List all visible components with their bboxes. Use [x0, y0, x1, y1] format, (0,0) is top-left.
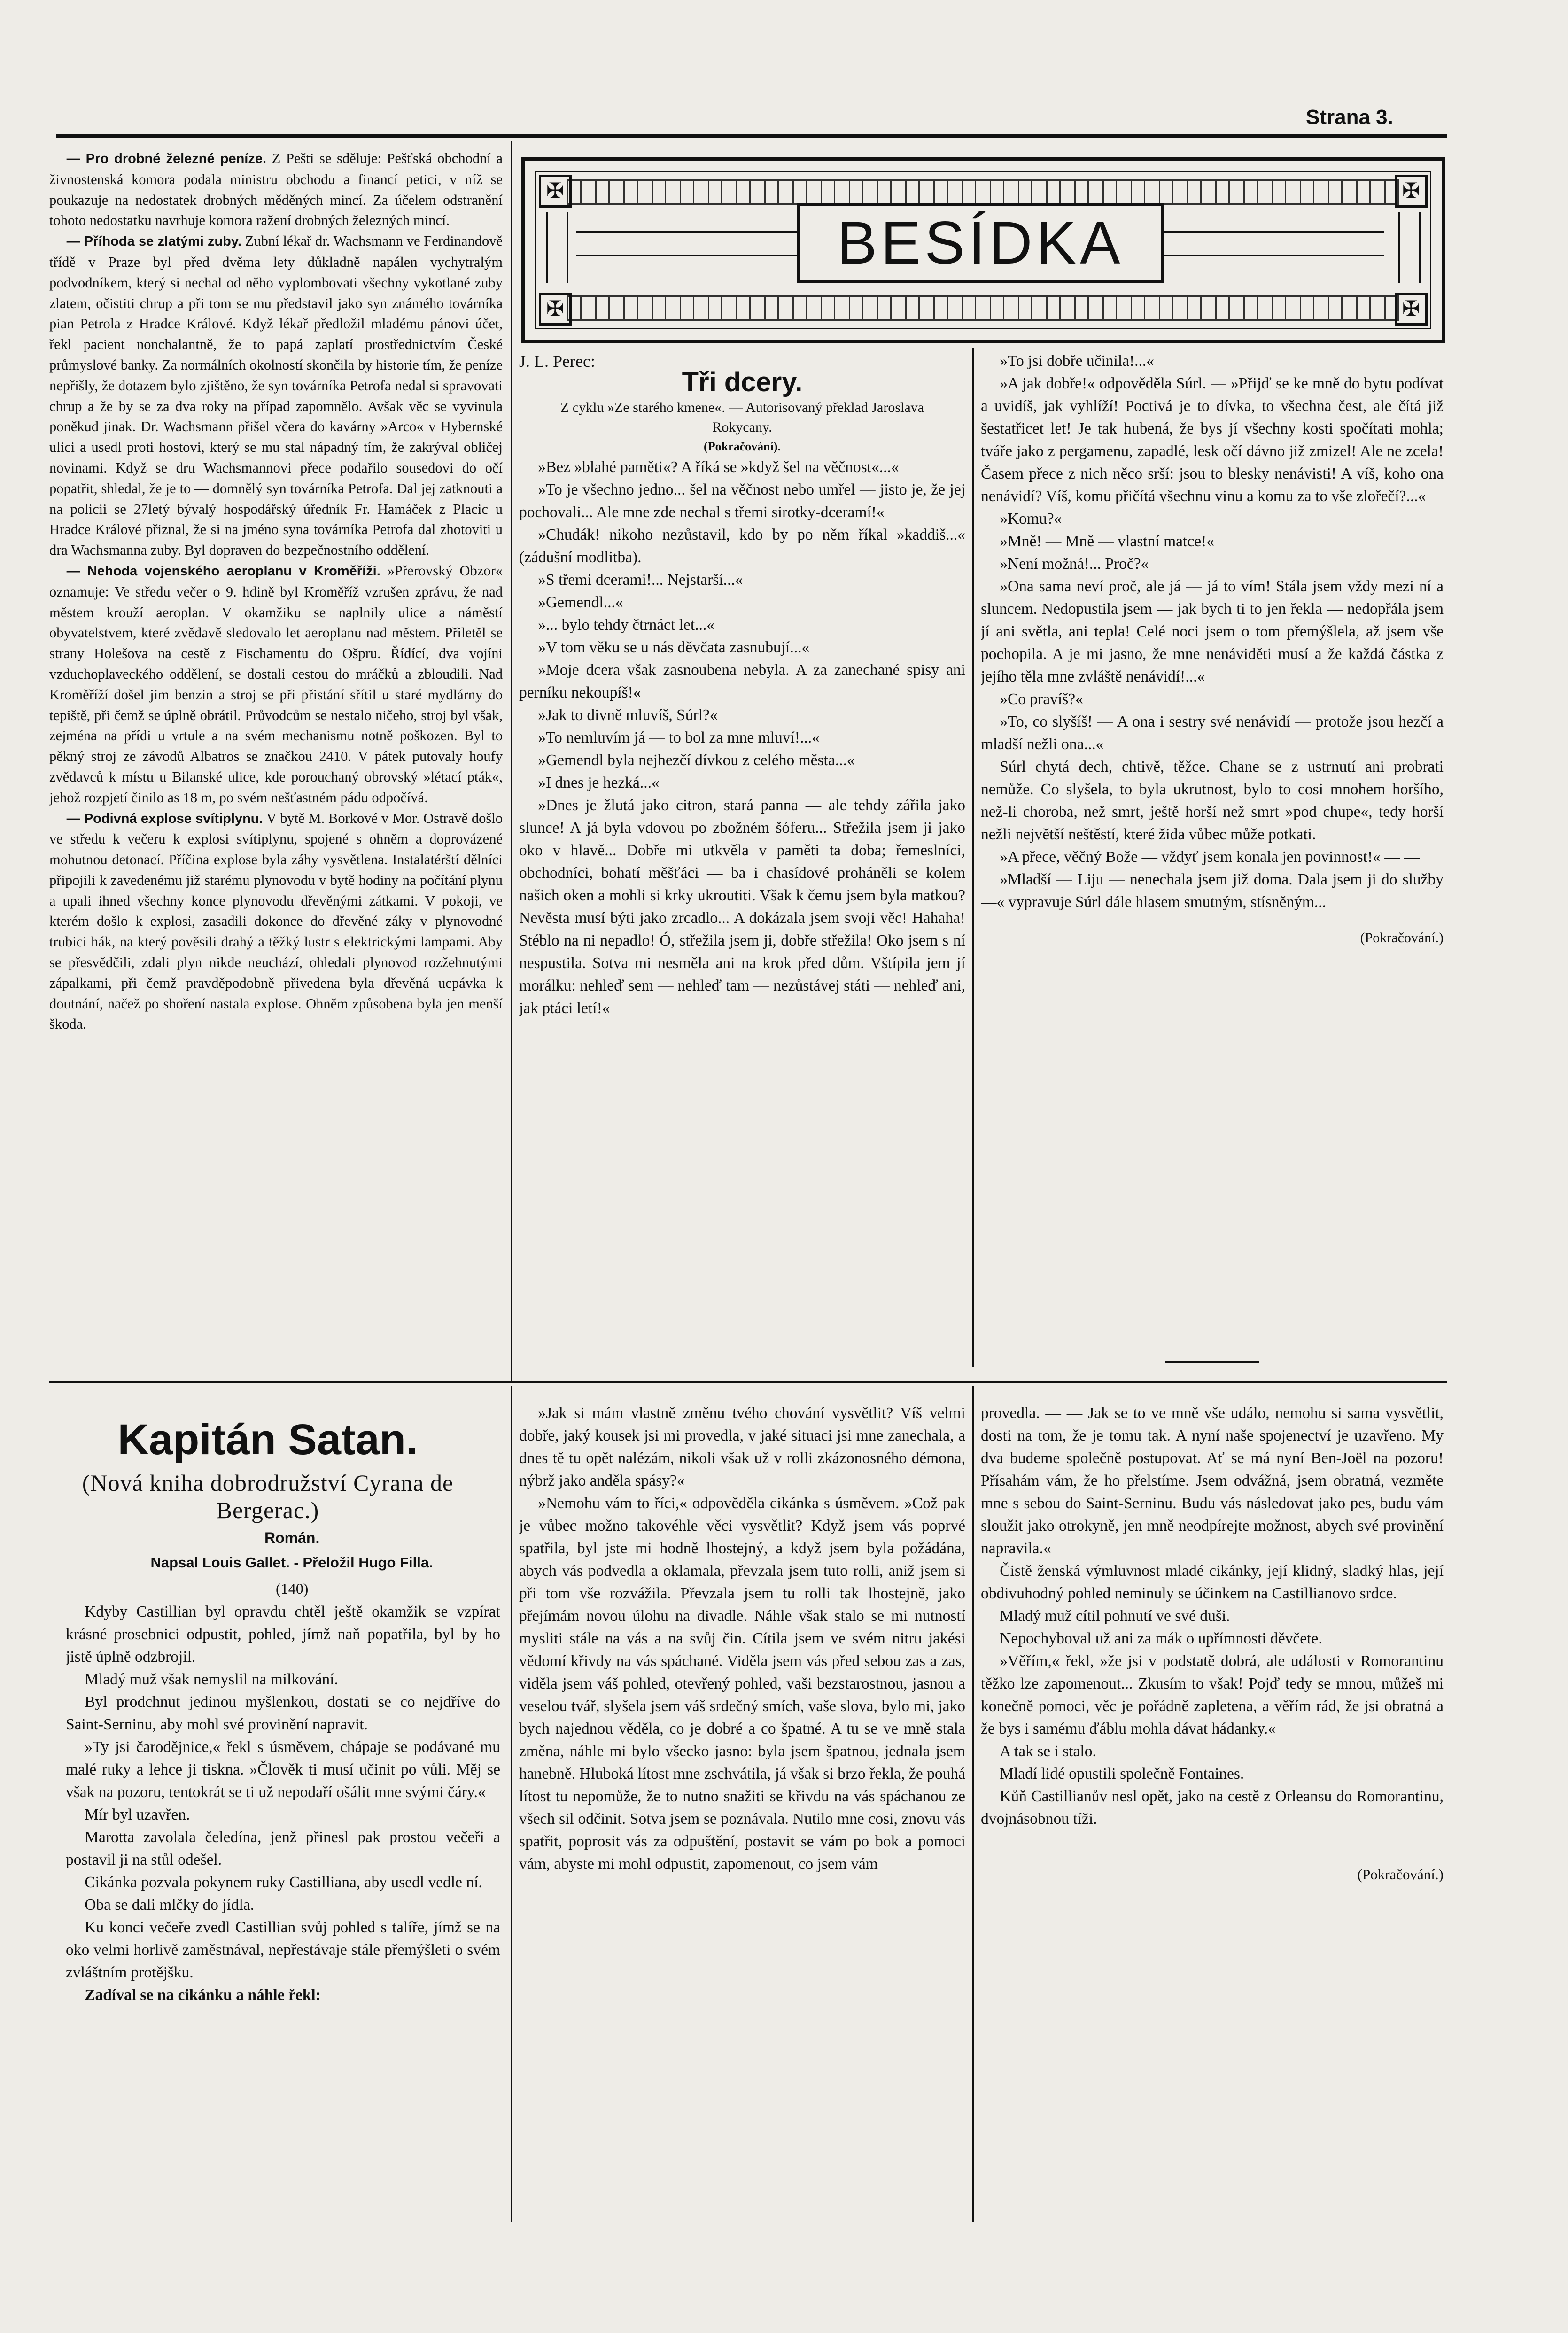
- serial-genre: Román.: [264, 1529, 320, 1546]
- besidka-paragraph: »Bez »blahé paměti«? A říká se »když šel na věčnost«...«: [538, 458, 899, 476]
- serial-paragraph: Marotta zavolala čeledína, jenž přinesl pak prostou večeři a postavil ji na stůl odešel.: [66, 1829, 500, 1868]
- besidka-paragraph: »Co pravíš?«: [1000, 690, 1083, 708]
- besidka-paragraph: »I dnes je hezká...«: [538, 774, 660, 791]
- header-rule: [56, 134, 1447, 138]
- banner-line: [576, 231, 797, 233]
- news-column: [49, 148, 503, 1374]
- serial-paragraph: provedla. — — Jak se to ve mně vše událo, nemohu si sama vysvětlit, dosti na tom, že je tomu tak. A nyní naše spojenectví je uzavřeno. My dva budeme společně postupovat. Ať se má nyní Ben-Joël na pozoru! Přísahám vám, že ho přelstíme. Jsem odvážná, jsem obratná, vezměte mne s sebou do Saint-Serninu. Budu vás následovat jako pes, budu vám sloužit jako otrokyně, jen mně neodpírejte možnost, abych své provinění napravila.«: [981, 1404, 1444, 1557]
- besidka-paragraph: »S třemi dcerami!... Nejstarší...«: [538, 571, 743, 589]
- besidka-column-1: [519, 350, 965, 1376]
- besidka-paragraph: »To je všechno jedno... šel na věčnost nebo umřel — jisto je, že jej pochovali... Ale mne zde nechal s třemi sirotky-dceramí!«: [519, 481, 965, 521]
- serial-paragraph: »Ty jsi čarodějnice,« řekl s úsměvem, chápaje se podávané mu malé ruky a lehce ji tiskna. »Člověk ti musí učinit po vůli. Měj se však na pozoru, tentokrát se ti už nepodaří ošálit mne svými čáry.«: [66, 1738, 500, 1801]
- column-divider-top-2: [972, 348, 974, 1367]
- serial-paragraph: »Nemohu vám to říci,« odpověděla cikánka s úsměvem. »Což pak je vůbec možno takovéhle věci vysvětlit? Když jsem vás poprvé spatřila, byl jste mi hodně lhostejný, a když jsem byla požádána, abych vás podvedla a oklamala, převzala jsem tuto rolli, aniž jsem si při tom vše rozvážila. Převzala jsem tu rolli tak lhostejně, jako přejímám novou úlohu na divadle. Náhle však stalo se mi nutností mysliti stále na vás a na svůj čin. Cítila jsem ve svém nitru jakési vědomí křivdy na vás spáchané. Viděla jsem vás před sebou zas a zas, viděla jsem váš pohled, otevřený pohled, vaši bezstarostnou, jasnou a veselou tvář, slyšela jsem váš srdečný smích, vaše slova, bylo mi, jako bych najednou věděla, co je dobré a co špatné. A tu se ve mně stala změna, náhle mi bylo všecko jasno: byla jsem špatnou, jednala jsem hanebně. Hluboká lítost mne zschvátila, já však si brzo řekla, že pouhá lítost tu nepomůže, že to nutno snažiti se křivdu na vás spáchanou ze všech sil odčinit. Sotva jsem se poznávala. Nutilo mne cosi, znovu vás spatřit, poprosit vás za odpuštění, postavit se vám po bok a pomoci vám, abyste mi mohl odpustit, zapomenout, co jsem vám: [519, 1495, 965, 1873]
- serial-paragraph: Mladý muž však nemyslil na milkování.: [85, 1671, 338, 1688]
- serial-column-2: [519, 1402, 965, 2229]
- news-item-aeroplane: [49, 561, 503, 808]
- serial-continued: (Pokračování.): [1357, 1866, 1444, 1883]
- besidka-paragraph: »Mně! — Mně — vlastní matce!«: [1000, 533, 1214, 550]
- serial-paragraph: Zadíval se na cikánku a náhle řekl:: [85, 1986, 321, 2004]
- serial-paragraph: A tak se i stalo.: [1000, 1743, 1096, 1760]
- serial-paragraph: Cikánka pozvala pokynem ruky Castilliana, aby usedl vedle ní.: [85, 1874, 482, 1891]
- besidka-continued: (Pokračování).: [704, 440, 781, 453]
- besidka-paragraph: »Jak to divně mluvíš, Súrl?«: [538, 706, 718, 724]
- serial-column-1: [66, 1527, 500, 2231]
- news-title: — Pro drobné železné peníze.: [66, 151, 267, 166]
- serial-subtitle: (Nová kniha dobrodružství Cyrana de Bergerac.): [82, 1470, 454, 1523]
- serial-authors: Napsal Louis Gallet. - Přeložil Hugo Filla.: [150, 1554, 433, 1571]
- besidka-paragraph: »A přece, věčný Bože — vždyť jsem konala jen povinnost!« — —: [1000, 848, 1420, 866]
- serial-installment: (140): [276, 1580, 309, 1597]
- serial-title: Kapitán Satan.: [117, 1416, 418, 1464]
- besidka-paragraph: »A jak dobře!« odpověděla Súrl. — »Přijď se ke mně do bytu podívat a uvidíš, jak vyhlíží! Poctivá je to dívka, to všechna čest, ale čítá již šestatřicet let! Je tak hubená, že bys jí všechny kosti spočítati mohla; tváře jako z pergamenu, zapadlé, lesk očí dávno již zmizel! Ale ne zcela! Časem přece z nich něco srší: jsou to blesky nenávisti! A víš, koho ona nenávidí? Víš, komu přičítá všechnu vinu a komu za to vše zlořečí?...«: [981, 375, 1444, 505]
- corner-ornament-icon: ✠: [539, 293, 572, 326]
- serial-paragraph: Mladý muž cítil pohnutí ve své duši.: [1000, 1607, 1230, 1625]
- section-divider: [49, 1381, 1447, 1383]
- column-divider-top-1: [511, 141, 512, 1381]
- besidka-banner: [521, 157, 1445, 343]
- news-body: »Přerovský Obzor« oznamuje: Ve středu večer o 9. hdině byl Kroměříž vzrušen zprávu, že nad městem krouží aeroplan. V okamžiku se naplnily ulice a náměstí obyvatelstvem, které zvědavě sledovalo let aeroplanu nad městem. Přiletěl se strany Holešova na cestě z Fischamentu do Ošpru. Řídící, dva vojíni vzduchoplaveckého oddělení, se dostali cestou do mráčků a zbloudili. Nad Kroměříží došel jim benzin a stroj se při přistání sřítil u staré mydlárny do tepiště, při čemž se úplně obrátil. Průvodcům se nestalo ničeho, stroj byl však, zejména na přídi u vrtule a na svém mechanismu notně poškozen. Byl to pěkný stroj ze závodů Albatros se značkou 2410. V pátek putovaly houfy zvědavců k místu u Bilanské ulice, kde porouchaný obrovský »létací pták«, jehož rozpjetí činilo as 18 m, po svém nešťastném pádu odpočívá.: [49, 562, 503, 806]
- serial-paragraph: Čistě ženská výmluvnost mladé cikánky, její klidný, sladký hlas, její obdivuhodný pohled neminuly se účinkem na Castillianovo srdce.: [981, 1562, 1444, 1602]
- serial-paragraph: Mír byl uzavřen.: [85, 1806, 190, 1823]
- news-item-coins: [49, 148, 503, 231]
- short-end-rule: [1165, 1361, 1259, 1363]
- besidka-title: BESÍDKA: [797, 203, 1164, 283]
- besidka-subtitle: Z cyklu »Ze starého kmene«. — Autorisovaný překlad Jaroslava Rokycany.: [560, 400, 924, 435]
- serial-paragraph: Ku konci večeře zvedl Castillian svůj pohled s talíře, jímž se na oko velmi horlivě zaměstnával, nepřestávaje stále přemýšleti o svém zvláštním protějšku.: [66, 1919, 500, 1981]
- serial-paragraph: »Věřím,« řekl, »že jsi v podstatě dobrá, ale události v Romorantinu těžko lze zapomenout... Zkusím to však! Pojď tedy se mnou, můžeš mi konečně pomoci, věc je pořádně zapletena, a věřím rád, že jsi obratná a že bys i samému ďáblu mohla dávat hádanky.«: [981, 1652, 1444, 1737]
- news-item-gas-explosion: [49, 808, 503, 1035]
- serial-paragraph: Kdyby Castillian byl opravdu chtěl ještě okamžik se vzpírat krásné prosebnici odpustit, pohled, jímž naň popatřila, byl by ho jistě úplně odzbrojil.: [66, 1603, 500, 1666]
- besidka-paragraph: »Chudák! nikoho nezůstavil, kdo by po něm říkal »kaddiš...« (zádušní modlitba).: [519, 526, 965, 566]
- besidka-paragraph: »Mladší — Liju — nenechala jsem již doma. Dala jsem ji do služby —« vypravuje Súrl dále hlasem smutným, stísněným...: [981, 871, 1444, 911]
- ornament-side-left: [546, 212, 568, 283]
- news-body: Z Pešti se sděluje: Pešťská obchodní a živnostenská komora podala ministru obchodu a financí petici, v níž se poukazuje na nedostatek drobných měděných mincí. Za účelem odstranění tohoto nedostatku navrhuje komora ražení drobných železných mincí.: [49, 150, 503, 229]
- serial-paragraph: Kůň Castillianův nesl opět, jako na cestě z Orleansu do Romorantinu, dvojnásobnou tíži.: [981, 1788, 1444, 1828]
- news-title: — Nehoda vojenského aeroplanu v Kroměříži.: [66, 563, 380, 579]
- besidka-paragraph: »Dnes je žlutá jako citron, stará panna — ale tehdy zářila jako slunce! A já byla vdovou po zbožném šóferu... Střežila jsem ji jako oko v hlavě... Dobře mi utkvěla v paměti ta doba; řemeslníci, obchodníci, bohatí měšťáci — ba i chasídové proháněli se kolem našich oken a mohli si krky ukroutiti. Však k čemu jsem byla matkou? Nevěsta musí býti jako zrcadlo... A dokázala jsem svoji věc! Hahaha! Stéblo na ni nepadlo! Ó, střežila jsem ji, dobře střežila! Oko jsem s ní nespustila. Sotva mi nesměla ani na krok před dům. Vštípila jem jí morálku: nehleď sem — nehleď tam — nezůstávej státi — nehleď ani, jak ptáci letí!«: [519, 797, 965, 1017]
- banner-line: [1164, 231, 1384, 233]
- serial-paragraph: Oba se dali mlčky do jídla.: [85, 1896, 255, 1914]
- besidka-paragraph: Súrl chytá dech, chtivě, těžce. Chane se z ustrnutí ani probrati nemůže. Co slyšela, to byla ukrutnost, bylo to cosi mnohem horšího, než-li choroba, než smrt, ještě horší než smrt »pod chupe«, tedy horší nežli největší neštěstí, které žida vůbec může potkati.: [981, 758, 1444, 843]
- banner-line: [1164, 255, 1384, 256]
- besidka-paragraph: »To, co slyšíš! — A ona i sestry své nenávidí — protože jsou hezčí a mladší nežli ona...«: [981, 713, 1444, 753]
- besidka-paragraph: »V tom věku se u nás děvčata zasnubují...«: [538, 639, 810, 656]
- serial-column-3: [981, 1402, 1444, 2229]
- besidka-paragraph: »Komu?«: [1000, 510, 1062, 527]
- ornament-strip-bottom: [567, 295, 1399, 321]
- besidka-paragraph: »Moje dcera však zasnoubena nebyla. A za zanechané spisy ani perníku nekoupíš!«: [519, 661, 965, 701]
- serial-paragraph: Nepochyboval už ani za mák o upřímnosti děvčete.: [1000, 1630, 1322, 1647]
- besidka-paragraph: »Není možná!... Proč?«: [1000, 555, 1149, 573]
- corner-ornament-icon: ✠: [1395, 175, 1428, 208]
- news-item-gold-teeth: [49, 231, 503, 561]
- serial-paragraph: Byl prodchnut jedinou myšlenkou, dostati se co nejdříve do Saint-Serninu, aby mohl své provinění napravit.: [66, 1693, 500, 1733]
- besidka-paragraph: »To jsi dobře učinila!...«: [1000, 352, 1155, 370]
- serial-paragraph: Mladí lidé opustili společně Fontaines.: [1000, 1765, 1244, 1783]
- corner-ornament-icon: ✠: [539, 175, 572, 208]
- news-title: — Příhoda se zlatými zuby.: [66, 234, 241, 249]
- besidka-paragraph: »... bylo tehdy čtrnáct let...«: [538, 616, 715, 634]
- column-divider-bottom-1: [511, 1386, 512, 2222]
- banner-line: [576, 255, 797, 256]
- besidka-column-2: [981, 350, 1444, 1341]
- news-body: Zubní lékař dr. Wachsmann ve Ferdinandově třídě v Praze byl před dvěma lety důkladně napálen vychytralým podvodníkem, který si nechal od něho vyplombovati všechny vykotlané zuby zlatem, očistiti chrup a při tom se mu představil jako syn známého továrníka pian Petrola z Hradce Králové. Když lékař předložil mladému pánovi účet, řekl pacient nonchalantně, že to papá zaplatí prostřednictvím České průmyslové banky. Za normálních okolností skončila by historie tím, že peníze nepřišly, že dotazem bylo zjištěno, že syn továrníka Petrofa nedal si spravovati chrup a že by se za dva roky na případ zapomnělo. Avšak věc se vyvinula poněkud jinak. Dr. Wachsmann přišel včera do kavárny »Arco« v Hybernské ulici a usedl proti hostovi, který se mu stal nápadný tím, že zakrýval obličej novinami. Když se dru Wachsmannovi přece podařilo sousedovi do očí popatřit, shledal, že je to — domnělý syn továrníka Petrofa. Dal jej zatknouti a na policii se 27letý bývalý hospodářský úředník Fr. Hamáček z Placic u Hradce Králové přiznal, že si na jméno syna továrníka Petrofa dal zhotoviti u dra Wachsmanna zuby. Byl dopraven do bezpečnostního oddělení.: [49, 233, 503, 558]
- besidka-paragraph: »To nemluvím já — to bol za mne mluví!...«: [538, 729, 820, 746]
- besidka-story-title: Tři dcery.: [682, 367, 803, 397]
- ornament-strip-top: [567, 179, 1399, 205]
- page-number: Strana 3.: [1306, 106, 1393, 129]
- besidka-paragraph: »Ona sama neví proč, ale já — já to vím! Stála jsem vždy mezi ní a sluncem. Nedopustila jsem — jak bych ti to jen řekla — nedopřála jsem jí ani světla, ani tepla! Celé noci jsem o tom přemýšlela, až jsem vše pochopila. A je mi jasno, že mne nenáviděti musí a že každá částka z jejího těla mne zvláště nenávidí!...«: [981, 578, 1444, 685]
- column-divider-bottom-2: [972, 1386, 974, 2222]
- serial-paragraph: »Jak si mám vlastně změnu tvého chování vysvětlit? Víš velmi dobře, jaký kousek jsi mi provedla, v jaké situaci jsi mne zanechala, a dnes tě tu opět nalézám, nikoli však už v rolli zkázonosného démona, nýbrž jako anděla spásy?«: [519, 1404, 965, 1489]
- news-body: V bytě M. Borkové v Mor. Ostravě došlo ve středu k večeru k explosi svítiplynu, spojené s ohněm a doprovázené mohutnou detonací. Příčina explose byla záhy vysvětlena. Instalatérští dělníci připojili k zavedenému již starému plynovodu v bytě hodiny na počítání plynu a upali ihned všechny konce plynovodu dřevěnými zátkami. V pokoji, ve kterém došlo k explosi, zasadili dokonce do dřevěné záky v plynovodné trubici hák, na který pověsili drahý a těžký lustr s elektrickými lampami. Aby se přesvědčili, zdali plyn nikde neuchází, ohledali plynovod rozžehnutými zápalkami, při čemž pravděpodobně přivedena byla dřevěná ucpávka k doutnání, načež po shoření nastala explose. Ohněm způsobena byla jen menší škoda.: [49, 810, 503, 1032]
- besidka-paragraph: »Gemendl byla nejhezčí dívkou z celého města...«: [538, 752, 855, 769]
- ornament-side-right: [1398, 212, 1421, 283]
- news-title: — Podivná explose svítiplynu.: [66, 811, 263, 826]
- besidka-continued-end: (Pokračování.): [1360, 930, 1444, 946]
- corner-ornament-icon: ✠: [1395, 293, 1428, 326]
- besidka-paragraph: »Gemendl...«: [538, 594, 623, 611]
- besidka-author: J. L. Perec:: [519, 352, 595, 371]
